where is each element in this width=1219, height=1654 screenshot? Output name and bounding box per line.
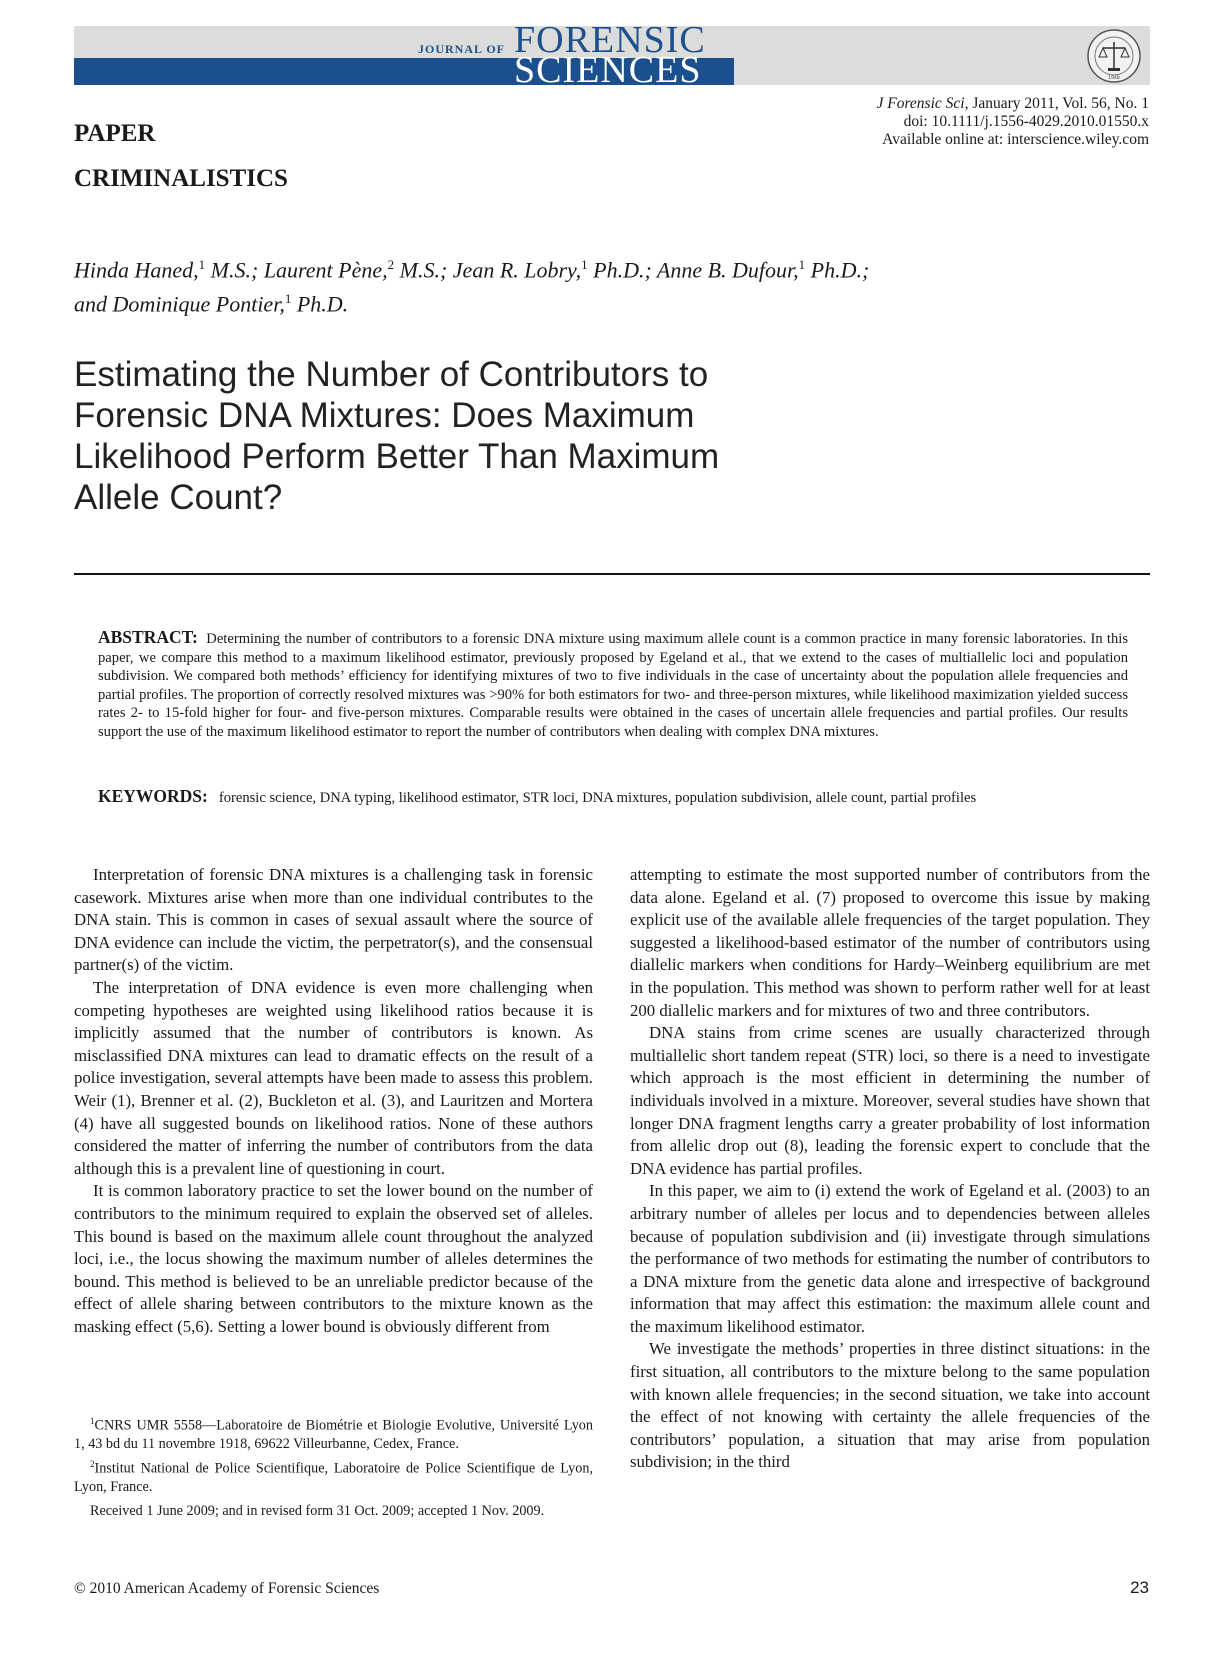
affiliation-mark: 1 [798, 257, 806, 272]
title-line: Allele Count? [74, 478, 283, 517]
received-dates: Received 1 June 2009; and in revised form 31 Oct. 2009; accepted 1 Nov. 2009. [90, 1503, 545, 1520]
footnote-text: CNRS UMR 5558—Laboratoire de Biométrie et Biologie Evolutive, Université Lyon 1, 43 bd du 11 novembre 1918, 69622 Villeurbanne, Cedex, France. [74, 1417, 593, 1452]
footnote [74, 1455, 593, 1496]
author-degree: M.S.; [205, 257, 264, 283]
body-paragraph: Interpretation of forensic DNA mixtures is a challenging task in forensic casework. Mixtures arise when more than one individual contributes to the DNA stain. This is common in cases of sexual assault where the source of DNA evidence can include the victim, the perpetrator(s), and the consensual partner(s) of the victim. [74, 865, 593, 975]
footnote [74, 1412, 593, 1453]
issue-info: January 2011, Vol. 56, No. 1 [968, 95, 1149, 112]
affiliation-mark: 1 [581, 257, 588, 272]
author-name: Hinda Haned, [74, 257, 199, 283]
keywords-label: KEYWORDS: [98, 786, 208, 806]
author-degree: Ph.D.; [587, 257, 657, 283]
title-divider [74, 573, 1150, 575]
body-paragraph: attempting to estimate the most supported number of contributors from the data alone. Egeland et al. (7) proposed to overcome this issue by making explicit use of the available allele frequencies of the target population. They suggested a likelihood-based estimator of the number of contributors using diallelic markers when conditions for Hardy–Weinberg equilibrium are met in the population. This method was shown to perform rather well for at least 200 diallelic markers and for mixtures of two and three contributors. [630, 865, 1150, 1020]
title-line: Forensic DNA Mixtures: Does Maximum [74, 396, 695, 435]
citation-block [876, 95, 1149, 149]
keywords-text: forensic science, DNA typing, likelihood estimator, STR loci, DNA mixtures, population subdivision, allele count, partial profiles [218, 790, 977, 806]
affiliation-mark: 2 [387, 257, 395, 272]
seal-year: 1948 [1108, 76, 1120, 81]
body-paragraph: The interpretation of DNA evidence is even more challenging when competing hypotheses are weighted using likelihood ratios because it is implicitly assumed that the number of contributors is known. As misclassified DNA mixtures can lead to dramatic effects on the result of a police investigation, several attempts have been made to assess this problem. Weir (1), Brenner et al. (2), Buckleton et al. (3), and Lauritzen and Mortera (4) have all suggested bounds on likelihood ratios. None of these authors considered the matter of inferring the number of contributors from the data although this is a prevalent line of questioning in court. [74, 977, 593, 1178]
section-type: PAPER [74, 120, 156, 147]
body-paragraph: We investigate the methods’ properties in three distinct situations: in the first situation, all contributors to the mixture belong to the same population with known allele frequencies; in the second situation, we take into account the effect of not knowing with certainty the allele frequencies of the contributors’ population, a situation that may arise from population subdivision; in the third [630, 1339, 1150, 1472]
footnotes [74, 1412, 593, 1522]
journal-name-sciences: SCIENCES [514, 49, 702, 91]
abstract-label: ABSTRACT: [98, 627, 198, 647]
title-line: Estimating the Number of Contributors to [74, 355, 709, 394]
author-name: Jean R. Lobry, [452, 257, 582, 283]
page-number: 23 [1130, 1578, 1149, 1597]
copyright: © 2010 American Academy of Forensic Sciences [74, 1580, 380, 1597]
body-column-right [630, 864, 1150, 1474]
author-name: Laurent Pène, [263, 257, 388, 283]
author-degree: Ph.D.; [805, 257, 870, 283]
journal-of-label: JOURNAL OF [418, 42, 506, 56]
journal-name-forensic: FORENSIC [514, 19, 706, 61]
author-degree: Ph.D. [291, 291, 349, 317]
keywords [98, 787, 1128, 808]
author-name: Anne B. Dufour, [656, 257, 799, 283]
journal-abbrev: J Forensic Sci, [876, 95, 969, 112]
body-paragraph: DNA stains from crime scenes are usually characterized through multiallelic short tandem repeat (STR) loci, so there is a need to investigate which approach is the most efficient in determining the number of individuals involved in a mixture. Moreover, several studies have shown that longer DNA fragment lengths carry a greater probability of lost information from allelic drop out (8), leading the forensic expert to conclude that the DNA evidence has partial profiles. [630, 1023, 1150, 1178]
abstract-text: Determining the number of contributors to a forensic DNA mixture using maximum allele count is a common practice in many forensic laboratories. In this paper, we compare this method to a maximum likelihood estimator, previously proposed by Egeland et al., that we extend to the cases of multiallelic loci and population subdivision. We compared both methods’ efficiency for identifying mixtures of two to five individuals in the case of uncertainty about the population allele frequencies and partial profiles. The proportion of correctly resolved mixtures was >90% for both estimators for two- and three-person mixtures, while likelihood maximization yielded success rates 2- to 15-fold higher for four- and five-person mixtures. Comparable results were obtained in the cases of uncertain allele frequencies and partial profiles. Our results support the use of the maximum likelihood estimator to report the number of contributors when dealing with complex DNA mixtures. [98, 631, 1128, 740]
author-name: and Dominique Pontier, [74, 291, 285, 317]
affiliation-mark: 1 [198, 257, 206, 272]
paper-title [74, 354, 794, 518]
doi: doi: 10.1111/j.1556-4029.2010.01550.x [903, 113, 1149, 130]
footnote-text: Institut National de Police Scientifique, Laboratoire de Police Scientifique de Lyon, Lyon, France. [74, 1460, 593, 1496]
body-paragraph: It is common laboratory practice to set the lower bound on the number of contributors to the minimum required to explain the observed set of alleles. This bound is based on the maximum allele count throughout the analyzed loci, i.e., the locus showing the maximum number of alleles determines the bound. This method is believed to be an unreliable predictor because of the effect of allele sharing between contributors to the mixture known as the masking effect (5,6). Setting a lower bound is obviously different from [74, 1181, 593, 1336]
abstract [98, 628, 1128, 741]
affiliation-mark: 1 [284, 291, 292, 307]
title-line: Likelihood Perform Better Than Maximum [74, 437, 720, 476]
footnote-mark: 2 [90, 1459, 95, 1470]
section-category: CRIMINALISTICS [74, 165, 288, 192]
footnote-mark: 1 [90, 1416, 95, 1426]
author-list [74, 250, 1074, 319]
body-paragraph: In this paper, we aim to (i) extend the work of Egeland et al. (2003) to an arbitrary number of alleles per locus and to dependencies between alleles because of population subdivision and (ii) investigate through simulations the performance of two methods for estimating the number of contributors to a DNA mixture from the genetic data alone and irrespective of background information that may affect this estimation: the maximum allele count and the maximum likelihood estimator. [630, 1181, 1150, 1336]
body-column-left [74, 864, 593, 1338]
online-availability: Available online at: interscience.wiley.com [882, 131, 1149, 148]
academy-seal-icon [1086, 28, 1142, 84]
author-degree: M.S.; [394, 257, 453, 283]
